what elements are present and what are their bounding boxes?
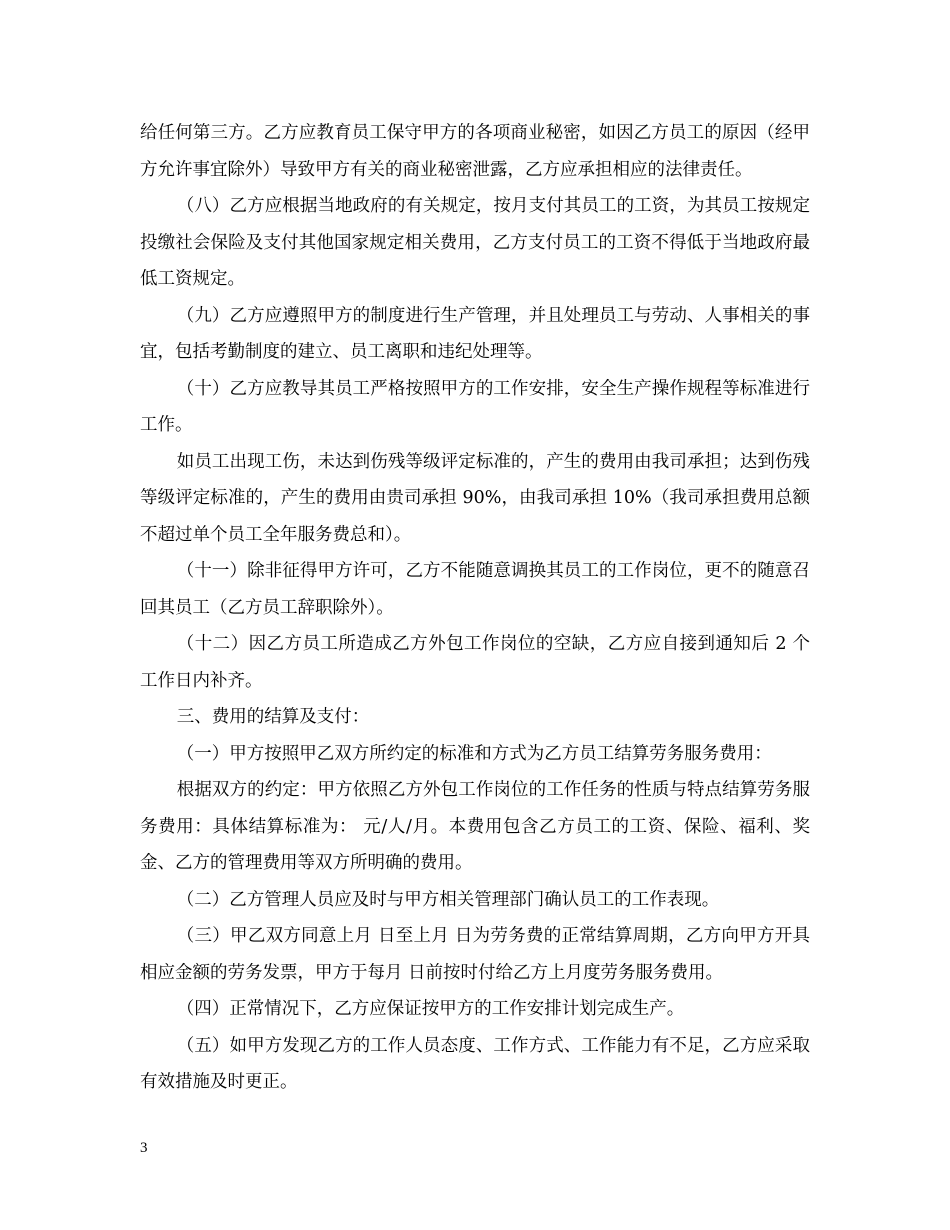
paragraph-clause-10: （十）乙方应教导其员工严格按照甲方的工作安排，安全生产操作规程等标准进行工作。	[140, 378, 810, 435]
section-heading-settlement: 三、费用的结算及支付：	[176, 707, 370, 727]
paragraph-settlement-standard: 根据双方的约定：甲方依照乙方外包工作岗位的工作任务的性质与特点结算劳务服务费用：具体结算标准为： 元/人/月。本费用包含乙方员工的工资、保险、福利、奖金、乙方的管理费用等双方所明确的费用。	[140, 780, 810, 873]
paragraph-clause-9: （九）乙方应遵照甲方的制度进行生产管理，并且处理员工与劳动、人事相关的事宜，包括考勤制度的建立、员工离职和违纪处理等。	[140, 305, 810, 362]
paragraph-clause-8: （八）乙方应根据当地政府的有关规定，按月支付其员工的工资，为其员工按规定投缴社会保险及支付其他国家规定相关费用，乙方支付员工的工资不得低于当地政府最低工资规定。	[140, 196, 810, 289]
paragraph-settlement-4: （四）正常情况下，乙方应保证按甲方的工作安排计划完成生产。	[176, 999, 685, 1019]
paragraph-clause-11: （十一）除非征得甲方许可，乙方不能随意调换其员工的工作岗位，更不的随意召回其员工（乙方员工辞职除外）。	[140, 561, 810, 618]
paragraph-clause-12: （十二）因乙方员工所造成乙方外包工作岗位的空缺，乙方应自接到通知后 2 个工作日内补齐。	[140, 634, 810, 691]
page-number: 3	[140, 1140, 148, 1156]
paragraph-settlement-1: （一）甲方按照甲乙双方所约定的标准和方式为乙方员工结算劳务服务费用：	[176, 743, 772, 764]
paragraph-settlement-3: （三）甲乙双方同意上月 日至上月 日为劳务费的正常结算周期，乙方向甲方开具相应金额的劳务发票，甲方于每月 日前按时付给乙方上月度劳务服务费用。	[140, 926, 810, 983]
paragraph-settlement-2: （二）乙方管理人员应及时与甲方相关管理部门确认员工的工作表现。	[176, 889, 720, 910]
document-body	[140, 115, 810, 1101]
paragraph-continuation: 给任何第三方。乙方应教育员工保守甲方的各项商业秘密，如因乙方员工的原因（经甲方允许事宜除外）导致甲方有关的商业秘密泄露，乙方应承担相应的法律责任。	[140, 123, 810, 180]
paragraph-work-injury: 如员工出现工伤，未达到伤残等级评定标准的，产生的费用由我司承担；达到伤残等级评定标准的，产生的费用由贵司承担 90%，由我司承担 10%（我司承担费用总额不超过单个员工全年服务费总和）。	[140, 451, 810, 545]
paragraph-settlement-5: （五）如甲方发现乙方的工作人员态度、工作方式、工作能力有不足，乙方应采取有效措施及时更正。	[140, 1035, 810, 1092]
